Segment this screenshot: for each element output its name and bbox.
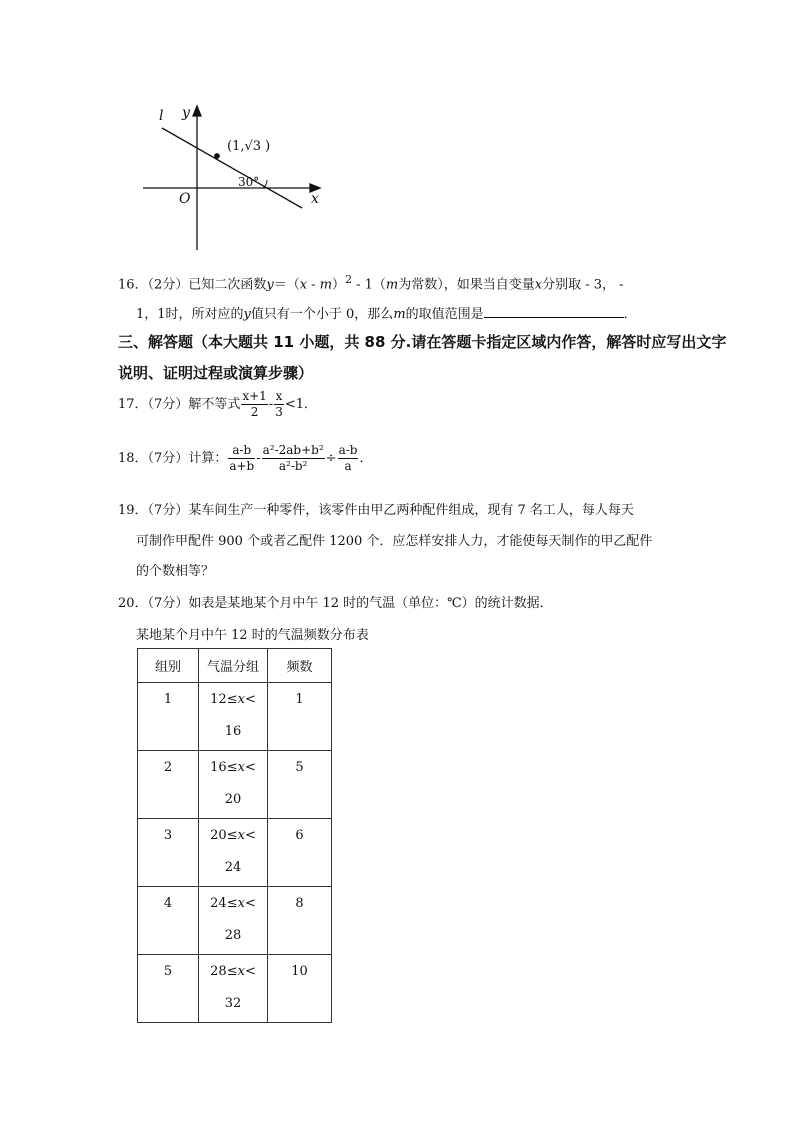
denominator: 2 <box>250 405 259 419</box>
var: x <box>299 277 308 293</box>
fraction <box>241 389 267 420</box>
question-19-line3: 的个数相等？ <box>136 564 215 579</box>
range-text: < <box>244 760 256 775</box>
range-text: < <box>244 692 256 707</box>
y-axis-arrow-icon <box>193 106 201 116</box>
range-cell <box>199 819 268 887</box>
range-text: 12≤ <box>210 692 238 707</box>
frequency-cell: 10 <box>268 955 332 1023</box>
frequency-cell: 8 <box>268 887 332 955</box>
origin-label: O <box>179 191 191 207</box>
q16-text: 1，1时，所对应的 <box>136 307 244 322</box>
numerator: a-b <box>228 443 255 459</box>
header-cell: 气温分组 <box>199 649 268 683</box>
range-text: 32 <box>224 996 242 1011</box>
denominator: a <box>344 459 352 473</box>
numerator: a-b <box>338 443 358 457</box>
y-axis-label: y <box>182 105 190 121</box>
q18-text: ． <box>359 451 373 466</box>
frequency-cell: 5 <box>268 751 332 819</box>
range-cell <box>199 887 268 955</box>
var: x <box>237 964 245 979</box>
numerator: x <box>275 389 283 403</box>
question-17 <box>118 389 317 420</box>
section-heading: 三、解答题（本大题共 11 小题，共 88 分.请在答题卡指定区域内作答，解答时应写出文字 <box>118 333 727 351</box>
q16-text: 16．（2分）已知二次函数 <box>118 277 267 293</box>
q17-text: 17．（7分）解不等式 <box>118 397 241 412</box>
q18-text: 18．（7分）计算： <box>118 451 228 466</box>
range-text: 20 <box>224 792 242 807</box>
frequency-table <box>137 648 332 1023</box>
point-label: (1,√3 ) <box>227 139 271 154</box>
table-row <box>138 751 332 819</box>
range-text: 16≤ <box>210 760 238 775</box>
x-axis-label: x <box>311 191 319 207</box>
var: m <box>385 277 399 293</box>
q17-text: <1． <box>284 397 318 412</box>
var: x <box>237 896 245 911</box>
frequency-cell: 1 <box>268 683 332 751</box>
denominator: a+b <box>229 459 255 473</box>
section-heading-line2: 说明、证明过程或演算步骤） <box>118 364 314 382</box>
range-text: 28≤ <box>210 964 238 979</box>
q16-text: 的取值范围是 <box>405 307 484 322</box>
range-text: 16 <box>224 724 242 739</box>
point-marker <box>215 154 219 158</box>
group-cell: 5 <box>138 955 199 1023</box>
var: m <box>393 307 406 322</box>
denominator: a²-b² <box>278 459 308 473</box>
range-cell <box>199 955 268 1023</box>
table-row <box>138 819 332 887</box>
table-row <box>138 887 332 955</box>
table-row <box>138 683 332 751</box>
line-label: l <box>159 108 164 124</box>
var: m <box>319 277 333 293</box>
fraction <box>338 443 359 474</box>
q16-text: ． <box>623 307 637 322</box>
range-cell <box>199 683 268 751</box>
var: x <box>237 692 245 707</box>
var: y <box>266 277 274 293</box>
group-cell: 2 <box>138 751 199 819</box>
var: y <box>243 307 251 322</box>
numerator: a²-2ab+b² <box>262 443 324 457</box>
denominator: 3 <box>275 405 283 419</box>
var: x <box>534 277 543 293</box>
range-cell <box>199 751 268 819</box>
range-text: 20≤ <box>210 828 238 843</box>
q16-text: - 1（ <box>351 277 386 293</box>
q16-text: ＝（ <box>273 277 300 293</box>
table-header-row <box>138 649 332 683</box>
fraction <box>274 389 284 420</box>
range-text: 28 <box>224 928 242 943</box>
group-cell: 3 <box>138 819 199 887</box>
numerator: x+1 <box>242 389 267 403</box>
question-19-line2: 可制作甲配件 900 个或者乙配件 1200 个．应怎样安排人力，才能使每天制作的甲乙配件 <box>136 534 653 549</box>
group-cell: 1 <box>138 683 199 751</box>
q16-text: - <box>307 277 320 293</box>
range-text: < <box>244 896 256 911</box>
fraction <box>228 443 255 474</box>
q16-text: 分别取 - 3， - <box>542 277 624 293</box>
range-text: 24 <box>224 860 242 875</box>
var: x <box>237 760 245 775</box>
answer-blank[interactable] <box>484 305 624 318</box>
angle-label: 30° <box>238 175 260 189</box>
exponent: 2 <box>345 273 352 286</box>
question-19: 19．（7分）某车间生产一种零件，该零件由甲乙两种配件组成，现有 7 名工人，每人每天 <box>118 503 634 518</box>
question-16 <box>118 273 624 292</box>
range-text: 24≤ <box>210 896 238 911</box>
var: x <box>237 828 245 843</box>
q16-text: 值只有一个小于 0，那么 <box>250 307 394 322</box>
header-cell: 组别 <box>138 649 199 683</box>
header-cell: 频数 <box>268 649 332 683</box>
coordinate-figure <box>0 0 794 270</box>
q16-text: ） <box>332 277 346 293</box>
operator: - <box>256 451 261 466</box>
group-cell: 4 <box>138 887 199 955</box>
operator: ÷ <box>325 451 337 466</box>
fraction <box>262 443 325 474</box>
range-text: < <box>244 828 256 843</box>
table-caption: 某地某个月中午 12 时的气温频数分布表 <box>136 628 369 643</box>
frequency-cell: 6 <box>268 819 332 887</box>
question-16-line2 <box>136 303 637 322</box>
question-20: 20．（7分）如表是某地某个月中午 12 时的气温（单位：℃）的统计数据． <box>118 596 553 611</box>
question-18 <box>118 443 372 474</box>
table-row <box>138 955 332 1023</box>
range-text: < <box>244 964 256 979</box>
q16-text: 为常数），如果当自变量 <box>398 277 535 293</box>
operator: - <box>268 397 274 412</box>
